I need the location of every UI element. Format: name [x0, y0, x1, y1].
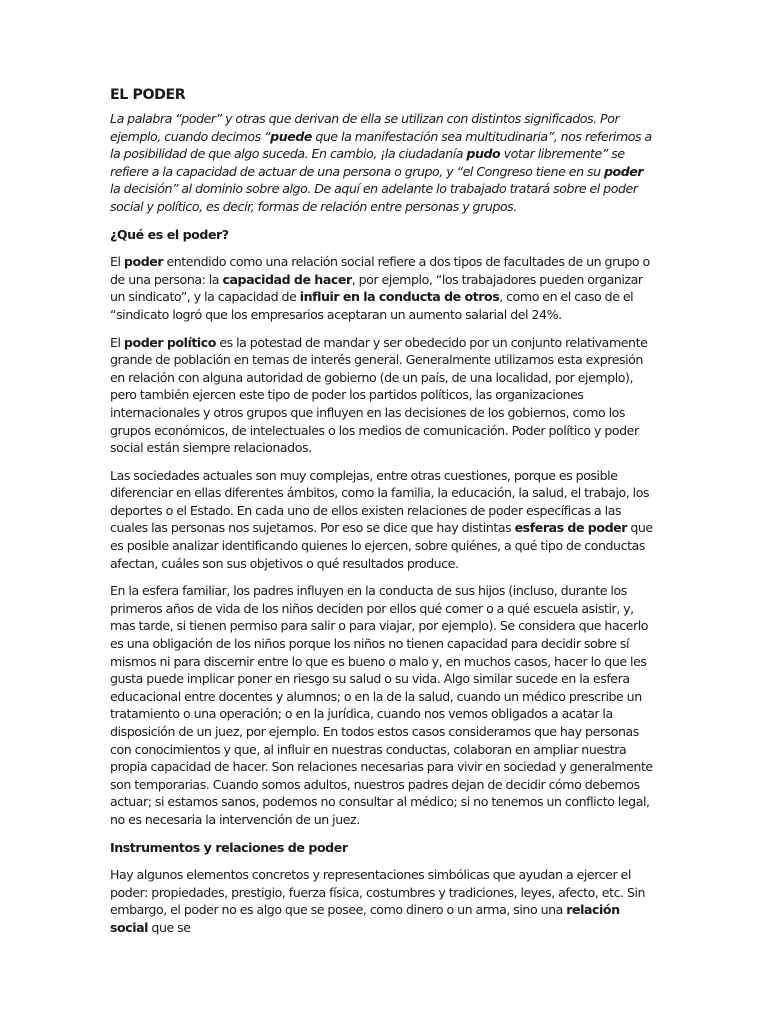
intro-bold-puede: puede — [270, 128, 312, 144]
paragraph-instrumentos — [110, 866, 656, 936]
bold-term-relacion-social: relación social — [110, 902, 620, 935]
section-heading-que-es-el-poder: ¿Qué es el poder? — [110, 226, 229, 242]
section-heading-instrumentos: Instrumentos y relaciones de poder — [110, 839, 348, 855]
paragraph-poder-politico — [110, 334, 656, 457]
intro-paragraph — [110, 110, 656, 216]
text-run: entendido como una relación social refiere a dos tipos de facultades de un grupo o de una persona: la — [110, 254, 650, 287]
document-title: EL PODER — [110, 87, 186, 103]
text-run: que es posible analizar identificando quienes lo ejercen, sobre quiénes, a qué tipo de conductas afectan, cuáles son sus objetivos o qué resultados produce. — [110, 520, 653, 571]
text-run: que se — [148, 919, 191, 935]
intro-text-2: que la manifestación sea multitudinaria”, nos referimos a la posibilidad de que algo suceda. En cambio, ¡la ciudadanía — [110, 128, 652, 162]
bold-term-poder: poder — [123, 254, 164, 270]
text-run: es la potestad de mandar y ser obedecido por un conjunto relativamente grande de población en temas de interés general. Generalmente utilizamos esta expresión en relación con alguna autoridad de gobierno (de un país, de una localidad, por ejemplo), pero también ejercen este tipo de poder los partidos políticos, las organizaciones internacionales y otros grupos que influyen en las decisiones de los gobiernos, como los grupos económicos, de intelectuales o los medios de comunicación. Poder político y poder social están siempre relacionados. — [110, 334, 648, 456]
text-run: , como en el caso de el “sindicato logró que los empresarios aceptaran un aumento salarial del 24%. — [110, 289, 634, 322]
bold-term-esferas-de-poder: esferas de poder — [514, 520, 627, 536]
intro-text-4: la decisión” al dominio sobre algo. De aquí en adelante lo trabajado tratará sobre el poder social y político, es decir, formas de relación entre personas y grupos. — [110, 181, 638, 214]
bold-term-influir: influir en la conducta de otros — [299, 289, 500, 305]
bold-term-capacidad-de-hacer: capacidad de hacer — [222, 271, 352, 287]
paragraph-esferas-de-poder — [110, 467, 656, 573]
paragraph-esfera-familiar: En la esfera familiar, los padres influyen en la conducta de sus hijos (incluso, durante los primeros años de vida de los niños deciden por ellos qué comer o a qué escuela asistir, y, mas tarde, si tienen permiso para salir o para viajar, por ejemplo). Se considera que hacerlo es una obligación de los niños porque los niños no tienen capacidad para decidir sobre sí mismos ni para discernir entre lo que es bueno o malo y, en muchos casos, hacer lo que les gusta puede implicar poner en riesgo su salud o su vida. Algo similar sucede en la esfera educacional entre docentes y alumnos; o en la de la salud, cuando un médico prescribe un tratamiento o una operación; o en la jurídica, cuando nos vemos obligados a acatar la disposición de un juez, por ejemplo. En todos estos casos consideramos que hay personas con conocimientos y que, al influir en nuestras conductas, colaboran en ampliar nuestra propia capacidad de hacer. Son relaciones necesarias para vivir en sociedad y generalmente son temporarias. Cuando somos adultos, nuestros padres dejan de decidir cómo debemos actuar; si estamos sanos, podemos no consultar al médico; si no tenemos un conflicto legal, no es necesaria la intervención de un juez. — [110, 583, 653, 827]
text-run: El — [110, 254, 124, 270]
text-run: Hay algunos elementos concretos y representaciones simbólicas que ayudan a ejercer el poder: propiedades, prestigio, fuerza física, costumbres y tradiciones, leyes, afecto, etc. Sin embargo, el poder no es algo que se posee, como dinero o un arma, sino una — [110, 867, 646, 918]
intro-text-3: votar libremente” se refiere a la capacidad de actuar de una persona o grupo, y “el Congreso tiene en su — [110, 146, 625, 179]
intro-bold-poder: poder — [603, 163, 644, 179]
text-run: Las sociedades actuales son muy complejas, entre otras cuestiones, porque es posible diferenciar en ellas diferentes ámbitos, como la familia, la educación, la salud, el trabajo, los deportes o el Estado. En cada uno de ellos existen relaciones de poder específicas a las cuales las personas nos sujetamos. Por eso se dice que hay distintas — [110, 467, 650, 536]
paragraph-poder-definition — [110, 253, 656, 323]
intro-text-1: La palabra “poder” y otras que derivan de ella se utilizan con distintos significados. Por ejemplo, cuando decimos “ — [110, 111, 620, 144]
bold-term-poder-politico: poder político — [123, 334, 216, 350]
intro-bold-pudo: pudo — [466, 146, 501, 162]
text-run: , por ejemplo, “los trabajadores pueden organizar un sindicato”, y la capacidad de — [110, 271, 643, 305]
text-run: El — [110, 334, 124, 350]
